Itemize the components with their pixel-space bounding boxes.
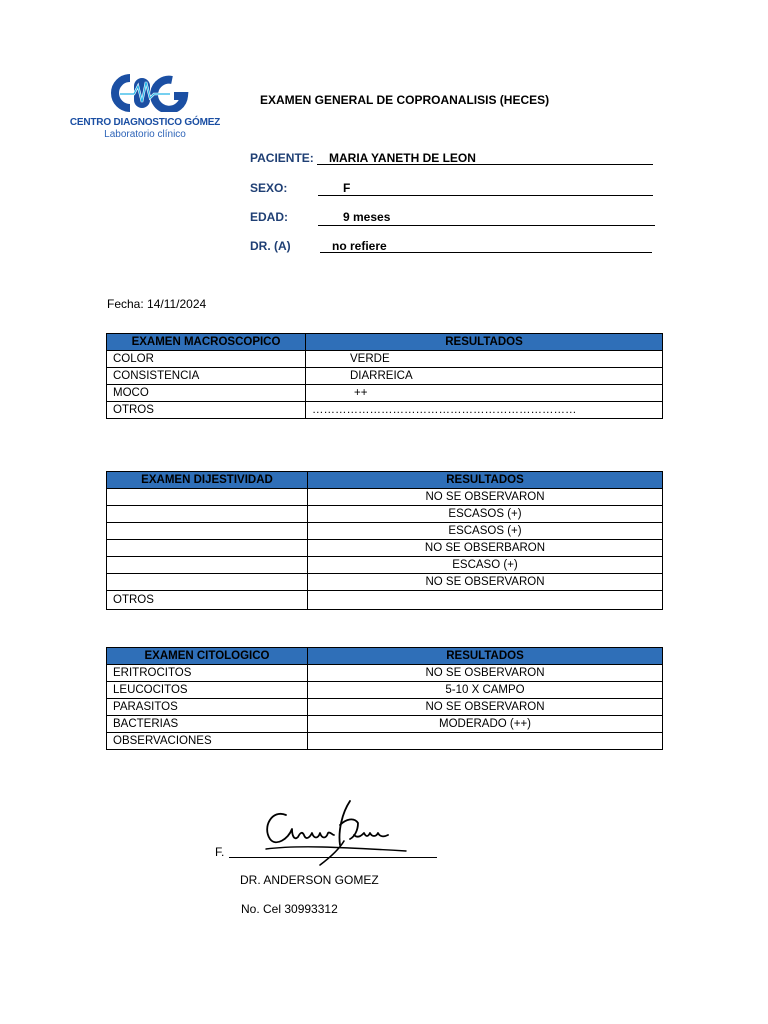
digestibility-table xyxy=(106,471,663,610)
column-header-exam: EXAMEN DIJESTIVIDAD xyxy=(107,472,308,489)
result-cell: 5-10 X CAMPO xyxy=(308,682,663,699)
result-cell: DIARREICA xyxy=(306,368,663,385)
table-row xyxy=(107,716,663,733)
result-cell: ++ xyxy=(306,385,663,402)
macroscopic-table xyxy=(106,333,663,419)
exam-cell: MOCO xyxy=(107,385,306,402)
exam-cell: CONSISTENCIA xyxy=(107,368,306,385)
exam-cell xyxy=(107,506,308,523)
exam-cell xyxy=(107,574,308,591)
result-cell: VERDE xyxy=(306,351,663,368)
result-cell: …………………………………………………………… xyxy=(306,402,663,419)
exam-cell: ERITROCITOS xyxy=(107,665,308,682)
age-value: 9 meses xyxy=(343,210,391,224)
result-cell: NO SE OSBERVARON xyxy=(308,665,663,682)
report-date: Fecha: 14/11/2024 xyxy=(107,297,207,311)
lab-logo xyxy=(60,74,230,144)
sex-line xyxy=(318,181,653,196)
result-cell: ESCASOS (+) xyxy=(308,506,663,523)
result-cell: MODERADO (++) xyxy=(308,716,663,733)
patient-name-label: PACIENTE: xyxy=(250,151,314,165)
table-row xyxy=(107,351,663,368)
result-cell: ESCASOS (+) xyxy=(308,523,663,540)
table-row xyxy=(107,385,663,402)
doctor-label: DR. (A) xyxy=(250,239,291,253)
result-cell: NO SE OBSERBARON xyxy=(308,540,663,557)
exam-cell xyxy=(107,557,308,574)
table-row xyxy=(107,506,663,523)
exam-cell: PARASITOS xyxy=(107,699,308,716)
doctor-value: no refiere xyxy=(332,239,387,253)
result-cell: NO SE OBSERVARON xyxy=(308,574,663,591)
result-cell: NO SE OBSERVARON xyxy=(308,699,663,716)
table-row xyxy=(107,682,663,699)
column-header-results: RESULTADOS xyxy=(306,334,663,351)
report-title: EXAMEN GENERAL DE COPROANALISIS (HECES) xyxy=(260,93,550,107)
table-row xyxy=(107,699,663,716)
doctor-name: DR. ANDERSON GOMEZ xyxy=(240,873,379,887)
table-header-row xyxy=(107,472,663,489)
lab-name: CENTRO DIAGNOSTICO GÓMEZ xyxy=(69,117,221,128)
table-row xyxy=(107,557,663,574)
doctor-phone: No. Cel 30993312 xyxy=(241,902,338,916)
sex-label: SEXO: xyxy=(250,181,288,195)
table-row xyxy=(107,591,663,610)
cytology-table xyxy=(106,647,663,750)
table-row xyxy=(107,540,663,557)
table-header-row xyxy=(107,334,663,351)
exam-cell: OTROS xyxy=(107,591,308,610)
exam-cell: COLOR xyxy=(107,351,306,368)
result-cell xyxy=(308,591,663,610)
exam-cell xyxy=(107,540,308,557)
exam-cell: LEUCOCITOS xyxy=(107,682,308,699)
table-row xyxy=(107,402,663,419)
exam-cell: OBSERVACIONES xyxy=(107,733,308,750)
sex-value: F xyxy=(343,181,351,195)
table-row xyxy=(107,489,663,506)
table-header-row xyxy=(107,648,663,665)
signature-label: F. xyxy=(215,845,225,859)
table-row xyxy=(107,574,663,591)
table-row xyxy=(107,665,663,682)
cdg-logo-icon xyxy=(110,74,190,112)
patient-name-value: MARIA YANETH DE LEON xyxy=(329,151,476,165)
column-header-results: RESULTADOS xyxy=(308,648,663,665)
column-header-results: RESULTADOS xyxy=(308,472,663,489)
table-row xyxy=(107,733,663,750)
age-label: EDAD: xyxy=(250,210,288,224)
lab-subtitle: Laboratorio clínico xyxy=(104,129,186,140)
column-header-exam: EXAMEN MACROSCOPICO xyxy=(107,334,306,351)
result-cell: ESCASO (+) xyxy=(308,557,663,574)
table-row xyxy=(107,523,663,540)
result-cell: NO SE OBSERVARON xyxy=(308,489,663,506)
exam-cell: BACTERIAS xyxy=(107,716,308,733)
result-cell xyxy=(308,733,663,750)
handwritten-signature xyxy=(258,795,408,867)
table-row xyxy=(107,368,663,385)
exam-cell xyxy=(107,489,308,506)
column-header-exam: EXAMEN CITOLOGICO xyxy=(107,648,308,665)
exam-cell: OTROS xyxy=(107,402,306,419)
exam-cell xyxy=(107,523,308,540)
